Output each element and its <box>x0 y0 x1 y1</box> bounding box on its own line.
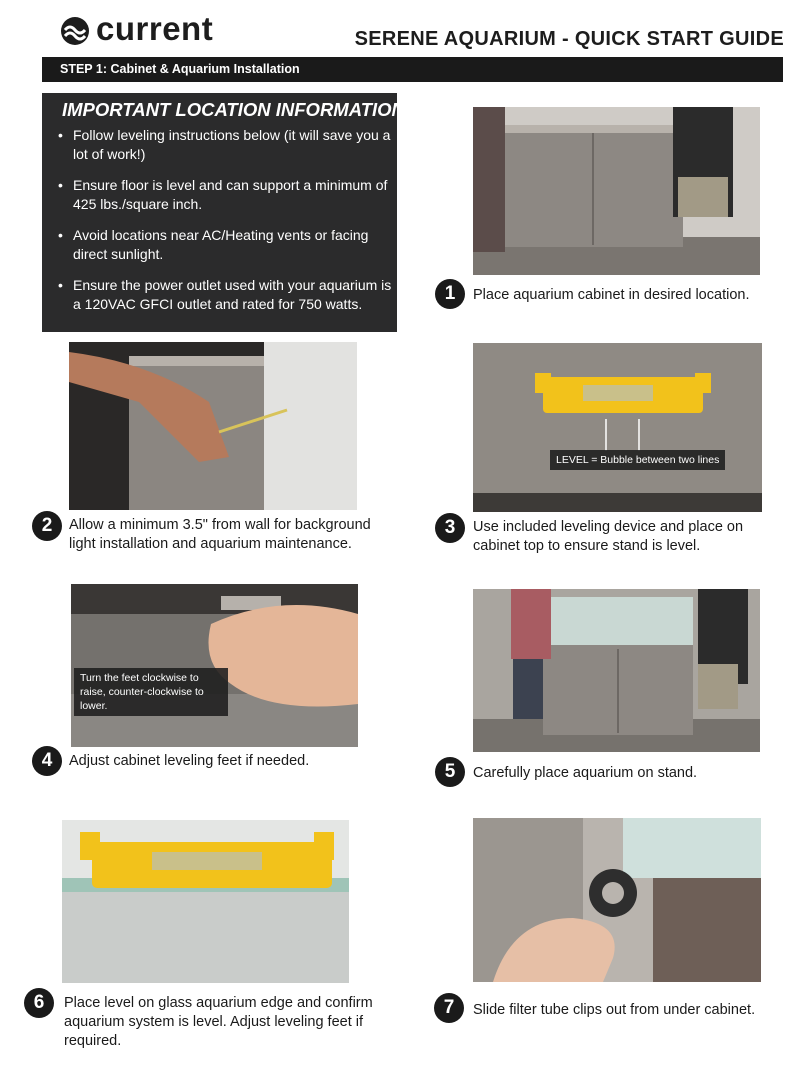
current-logo-icon <box>60 16 90 46</box>
photo-level-on-glass <box>62 820 349 983</box>
brand-name: current <box>96 10 214 47</box>
step-caption-5: Carefully place aquarium on stand. <box>473 765 698 781</box>
info-title: IMPORTANT LOCATION INFORMATION! <box>62 99 412 120</box>
step-number-2: 2 <box>32 511 62 541</box>
info-list <box>56 126 396 326</box>
step-caption-7: Slide filter tube clips out from under cabinet. <box>473 1002 756 1018</box>
step-number-1: 1 <box>435 279 465 309</box>
photo-aquarium-on-stand <box>473 589 760 752</box>
step-label: STEP 1: Cabinet & Aquarium Installation <box>60 62 300 76</box>
info-item: • Avoid locations near AC/Heating vents or facing direct sunlight. <box>56 226 396 264</box>
photo-cabinet-placement <box>473 107 760 275</box>
info-item: • Ensure floor is level and can support a minimum of 425 lbs./square inch. <box>56 176 396 214</box>
step-number-3: 3 <box>435 513 465 543</box>
step-caption-6: Place level on glass aquarium edge and confirm aquarium system is level. Adjust leveling feet if required. <box>64 995 373 1049</box>
step-caption-3: Use included leveling device and place on cabinet top to ensure stand is level. <box>473 519 744 554</box>
photo-filter-clips <box>473 818 761 982</box>
step-caption-4: Adjust cabinet leveling feet if needed. <box>69 753 310 769</box>
photo-leveling-feet <box>71 584 358 747</box>
step-number-4: 4 <box>32 746 62 776</box>
step-number-6: 6 <box>24 988 54 1018</box>
document-title: SERENE AQUARIUM - QUICK START GUIDE <box>354 28 784 50</box>
photo-wall-distance <box>69 342 357 510</box>
info-item: • Ensure the power outlet used with your aquarium is a 120VAC GFCI outlet and rated for 750 watts. <box>56 276 396 314</box>
level-overlay-label: LEVEL = Bubble between two lines <box>550 450 725 470</box>
info-item: • Follow leveling instructions below (it will save you a lot of work!) <box>56 126 396 164</box>
feet-overlay-label: Turn the feet clockwise to raise, counter-clockwise to lower. <box>74 668 228 716</box>
step-caption-1: Place aquarium cabinet in desired location. <box>473 287 750 303</box>
step-number-7: 7 <box>434 993 464 1023</box>
step-caption-2: Allow a minimum 3.5" from wall for background light installation and aquarium maintenance. <box>69 517 371 552</box>
step-number-5: 5 <box>435 757 465 787</box>
photo-level-on-cabinet <box>473 343 762 512</box>
